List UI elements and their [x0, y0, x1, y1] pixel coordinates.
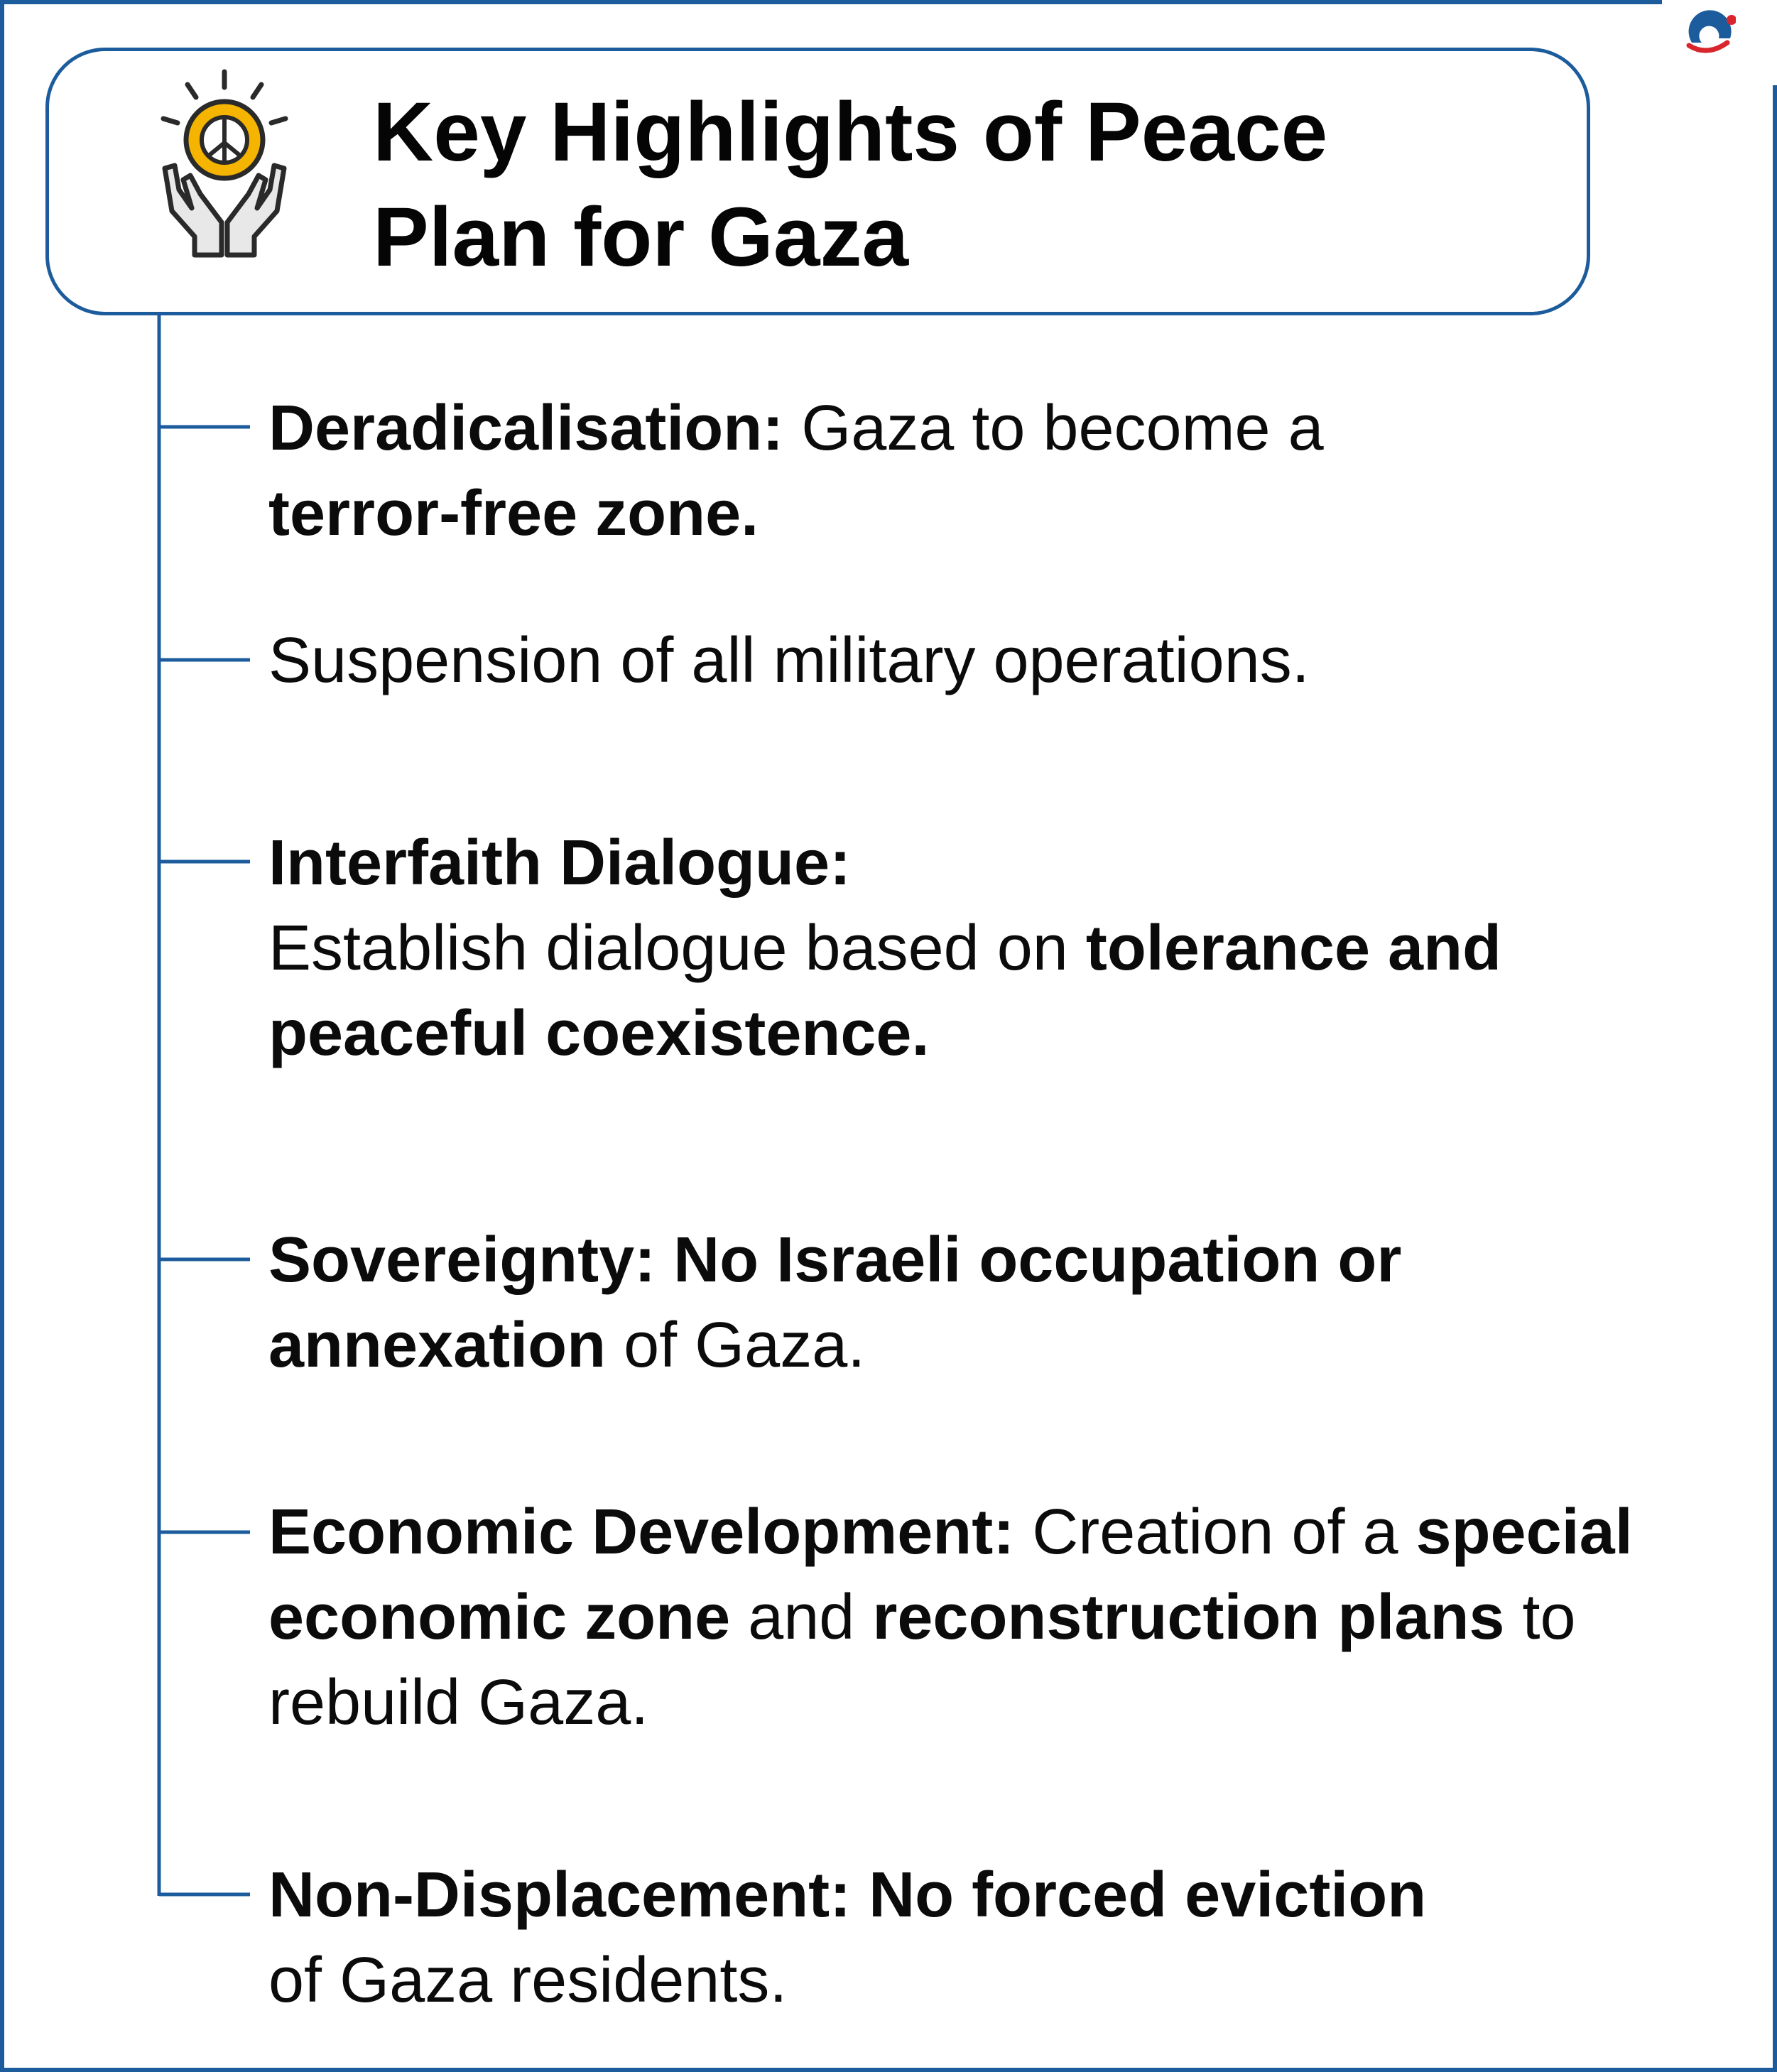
list-item-interfaith-dialogue: Interfaith Dialogue: Establish dialogue based on tolerance and peaceful coexistence. — [268, 828, 1502, 1069]
peace-hands-icon — [151, 69, 298, 259]
list-item-non-displacement: Non-Displacement: No forced eviction of Gaza residents. — [268, 1860, 1427, 2016]
brand-logo-icon — [1686, 10, 1736, 60]
list-item-suspension: Suspension of all military operations. — [268, 625, 1310, 696]
list-item-deradicalisation: Deradicalisation: Gaza to become a terror-free zone. — [268, 393, 1324, 549]
list-item-economic-development: Economic Development: Creation of a special economic zone and reconstruction plans to rebuild Gaza. — [268, 1497, 1633, 1738]
title-line-2: Plan for Gaza — [373, 190, 909, 284]
page-title — [373, 80, 1545, 290]
title-line-1: Key Highlights of Peace — [373, 85, 1328, 179]
list-item-sovereignty: Sovereignty: No Israeli occupation or annexation of Gaza. — [268, 1225, 1402, 1381]
